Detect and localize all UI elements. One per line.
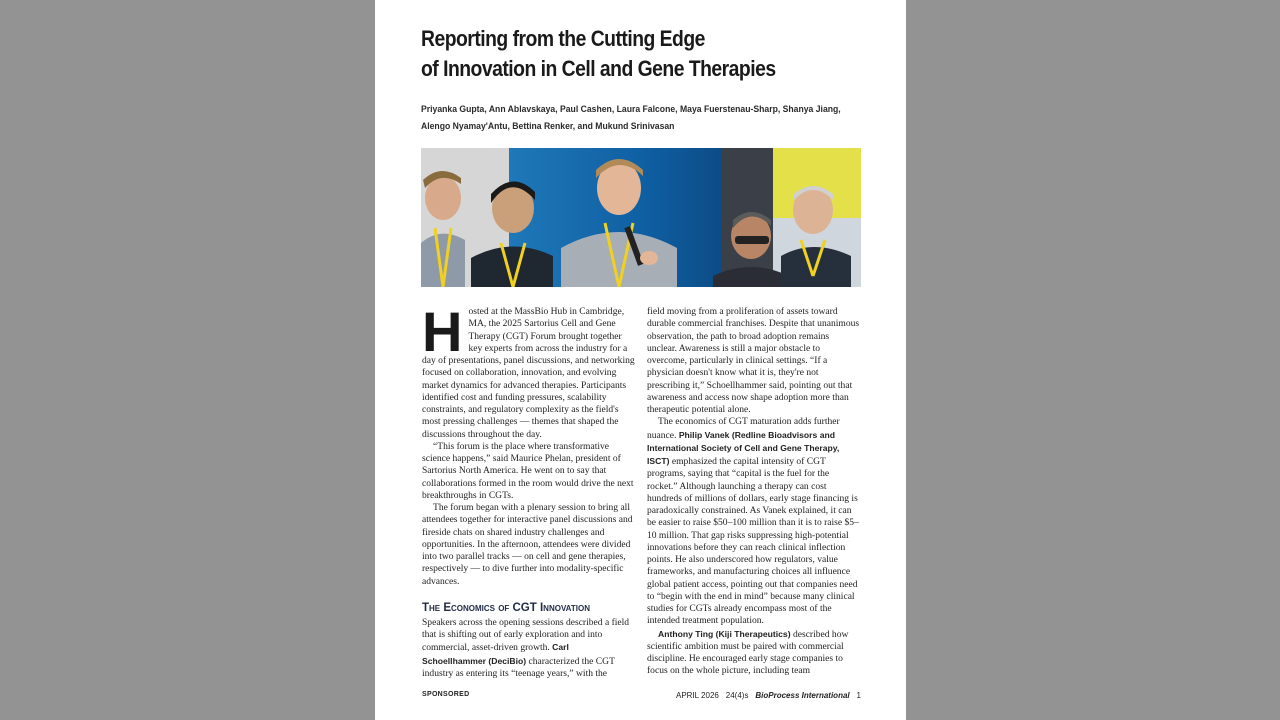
article-page [375,0,906,720]
panel-discussion-photo [421,148,861,287]
page-footer [676,691,861,700]
paragraph-text: characterized the CGT industry as entering its “teenage years,” with the [422,655,615,679]
section-heading: The Economics of CGT Innovation [422,601,590,614]
paragraph-text: described how scientific ambition must be paired with commercial discipline. He encouraged early stage companies to focus on the whole picture, including team [647,628,849,677]
left-column [422,300,635,680]
body-paragraph [422,617,635,680]
body-paragraph [647,416,861,627]
issue-date: APRIL 2026 [676,691,719,700]
right-column [647,306,861,678]
speaker-name: Philip Vanek (Redline Bioadvisors and International Society of Cell and Gene Therapy, ISCT) [647,429,840,466]
journal-name: BioProcess International [755,691,850,700]
intro-text: osted at the MassBio Hub in Cambridge, MA, the 2025 Sartorius Cell and Gene Therapy (CGT) Forum brought together key experts from across the industry for a day of presentations, panel discussions, and networking focused on collaboration, innovation, and evolving market dynamics for advanced therapies. Participants identified cost and funding pressures, scalability constraints, and regulatory complexity as the field's most pressing challenges — themes that shaped the discussions throughout the day. [422,306,635,440]
title-line-2: of Innovation in Cell and Gene Therapies [421,56,776,81]
intro-paragraph [422,300,635,441]
body-paragraph: field moving from a proliferation of assets toward durable commercial franchises. Despite that unanimous observation, the path to broad adoption remains unclear. Awareness is still a major obstacle to overcome, particularly in clinical settings. “If a physician doesn't know what it is, they're not prescribing it,” Schoellhammer said, pointing out that awareness and access now shape adoption more than therapeutic potential alone. [647,306,860,415]
speaker-name: Anthony Ting (Kiji Therapeutics) [658,628,791,639]
paragraph-text: emphasized the capital intensity of CGT programs, saying that “capital is the fuel for the rocket.” Although launching a therapy can cost hundreds of millions of dollars, early stage financing is paradoxically constrained. As Vanek explained, it can be easier to raise $50–100 million than it is to raise $5–10 million. That gap risks suppressing high-potential innovations before they can reach clinical inflection points. He also underscored how regulators, value frameworks, and manufacturing choices all influence global patient access, pointing out that companies need to “begin with the end in mind” because many clinical studies for CGTs already encompass most of the intended treatment population. [647,456,859,627]
drop-cap: H [422,300,463,363]
page-number: 1 [856,691,861,700]
sponsored-label: SPONSORED [422,691,470,698]
title-line-1: Reporting from the Cutting Edge [421,26,705,51]
article-title [421,24,817,84]
paragraph-text: Speakers across the opening sessions described a field that is shifting out of early exploration and into commercial, asset-driven growth. [422,616,630,654]
body-paragraph [647,628,861,678]
author-list: Priyanka Gupta, Ann Ablavskaya, Paul Cashen, Laura Falcone, Maya Fuerstenau-Sharp, Shanya Jiang, Alengo Nyamay'Antu, Bettina Renker, and Mukund Srinivasan [421,104,841,132]
body-paragraph: The forum began with a plenary session to bring all attendees together for interactive panel discussions and fireside chats on shared industry challenges and opportunities. In the afternoon, attendees were divided into two parallel tracks — on cell and gene therapies, respectively — to dive further into modality-specific advances. [422,502,633,587]
body-paragraph: “This forum is the place where transformative science happens,” said Maurice Phelan, president of Sartorius North America. He went on to say that collaborations formed in the room would drive the next breakthroughs in CGTs. [422,440,634,501]
paragraph-text: The economics of CGT maturation adds further nuance. [647,416,840,441]
issue-number: 24(4)s [725,691,749,700]
speaker-name: Carl Schoellhammer (DeciBio) [422,642,569,666]
